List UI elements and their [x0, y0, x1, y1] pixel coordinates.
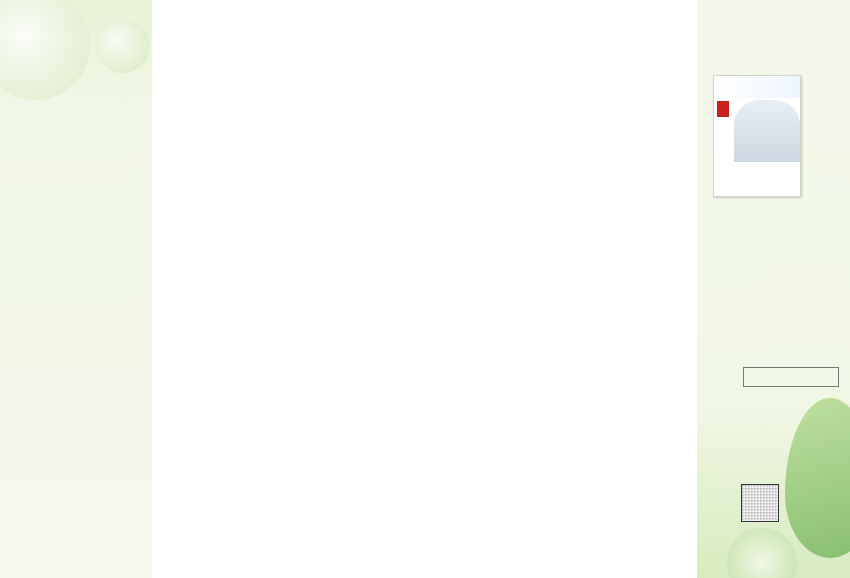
issn-box — [743, 367, 839, 387]
contents-panel — [697, 0, 850, 578]
decorative-leaf — [785, 398, 850, 558]
masthead-panel — [0, 0, 152, 578]
cover-thumbnail[interactable] — [713, 75, 801, 197]
cover-photo — [734, 100, 800, 162]
cover-brand — [714, 76, 800, 98]
contents-heading — [727, 38, 729, 54]
decorative-bubble — [0, 0, 90, 100]
cover-badge — [717, 101, 729, 117]
decorative-bubble — [727, 528, 797, 578]
decorative-bubble — [95, 18, 150, 73]
qr-code[interactable] — [741, 484, 779, 522]
